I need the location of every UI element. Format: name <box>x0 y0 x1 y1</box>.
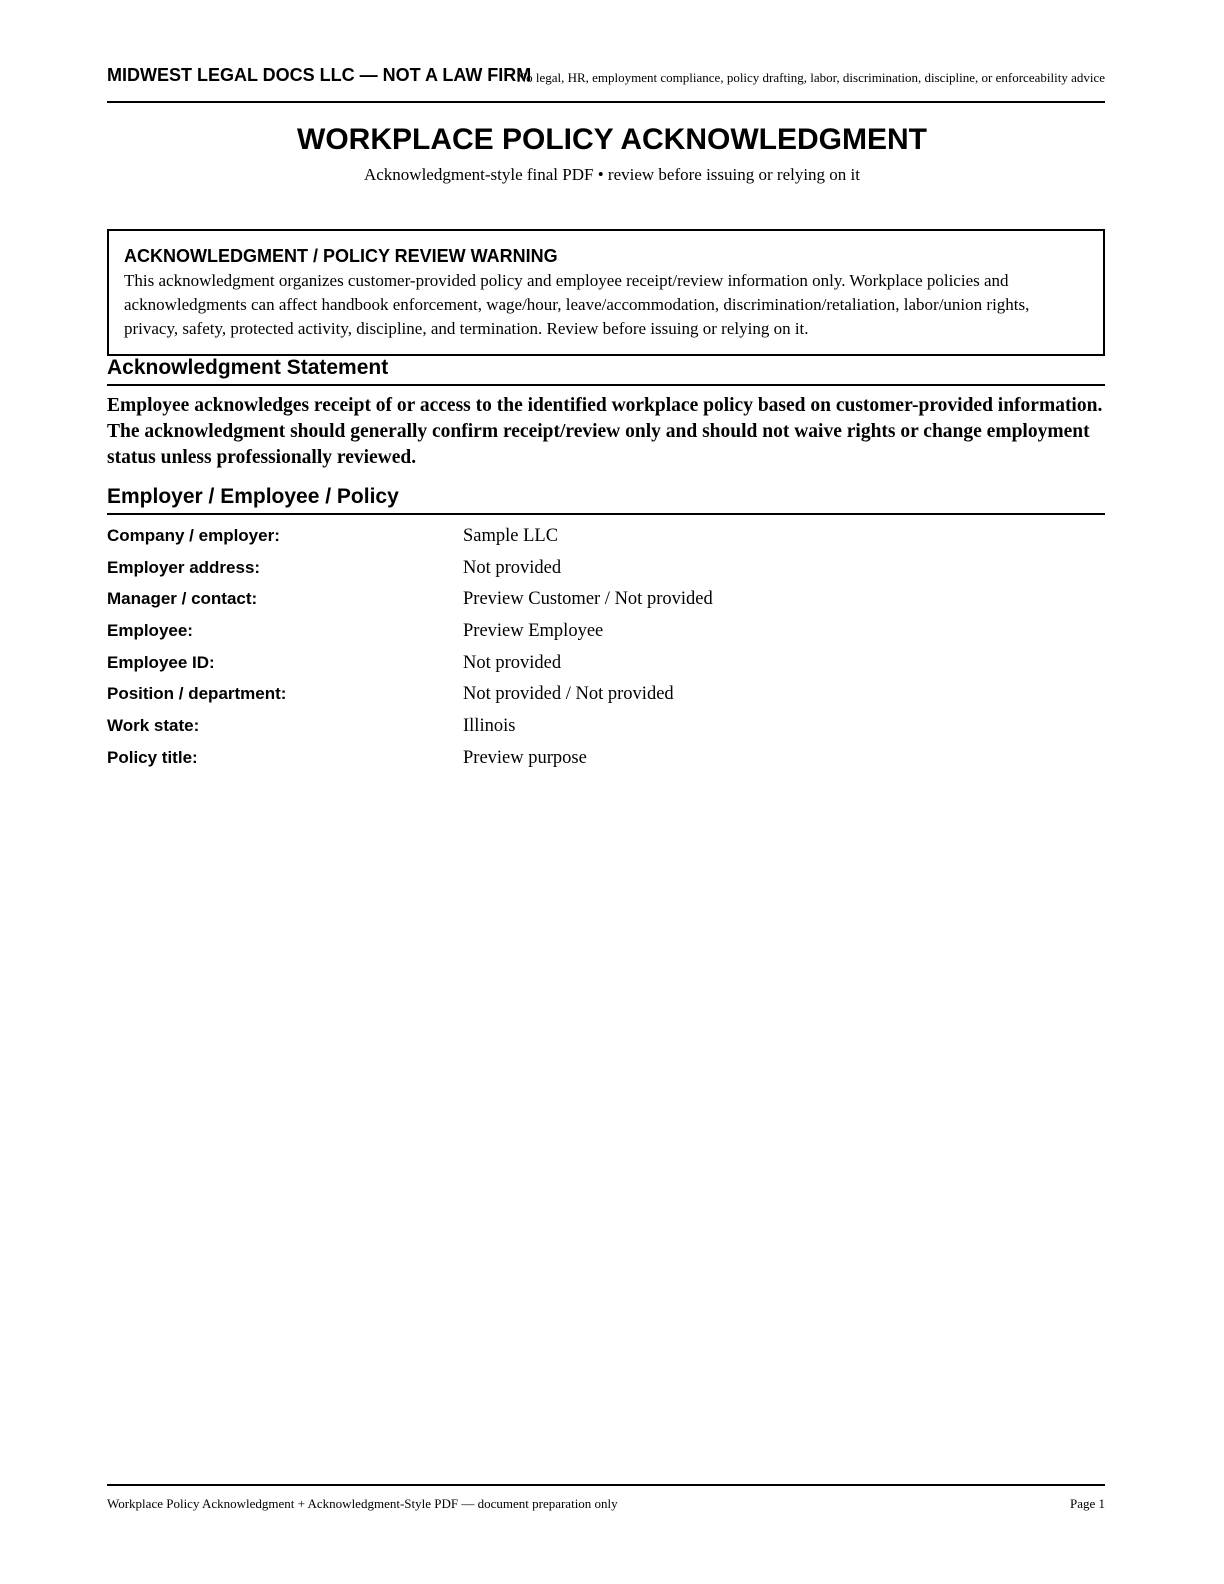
field-label: Company / employer: <box>107 526 280 545</box>
warning-title: ACKNOWLEDGMENT / POLICY REVIEW WARNING <box>124 246 558 266</box>
field-row-employee-id <box>107 652 1105 684</box>
field-row-manager-contact <box>107 588 1105 620</box>
document-title: WORKPLACE POLICY ACKNOWLEDGMENT <box>297 123 927 156</box>
header-divider <box>107 101 1105 103</box>
footer-document-label: Workplace Policy Acknowledgment + Acknowledgment-Style PDF — document preparation only <box>107 1496 618 1511</box>
field-value: Not provided <box>463 653 562 673</box>
field-value: Preview purpose <box>463 748 587 768</box>
field-row-position-department <box>107 683 1105 715</box>
acknowledgment-statement-text: Employee acknowledges receipt of or access to the identified workplace policy based on customer-provided information. The acknowledgment should generally confirm receipt/review only and should not waive rights or change employment status unless professionally reviewed. <box>107 395 1103 468</box>
field-row-company <box>107 525 1105 557</box>
field-label: Position / department: <box>107 684 287 703</box>
page-header-disclaimer: No legal, HR, employment compliance, policy drafting, labor, discrimination, discipline, or enforceability advice <box>516 70 1105 85</box>
field-label: Manager / contact: <box>107 589 258 608</box>
footer-divider <box>107 1484 1105 1486</box>
section-heading-employer-employee-policy: Employer / Employee / Policy <box>107 484 1105 515</box>
section-heading-acknowledgment-statement: Acknowledgment Statement <box>107 355 1105 386</box>
field-row-policy-title <box>107 747 1105 779</box>
field-label: Work state: <box>107 716 200 735</box>
field-row-employer-address <box>107 557 1105 589</box>
field-value: Not provided <box>463 558 562 578</box>
page-header-company: MIDWEST LEGAL DOCS LLC — NOT A LAW FIRM <box>107 65 532 85</box>
document-subtitle: Acknowledgment-style final PDF • review before issuing or relying on it <box>363 165 861 184</box>
field-value: Preview Customer / Not provided <box>463 589 713 609</box>
field-value: Preview Employee <box>463 621 604 641</box>
field-value: Sample LLC <box>463 526 559 546</box>
field-label: Employee: <box>107 621 193 640</box>
field-row-work-state <box>107 715 1105 747</box>
field-label: Employee ID: <box>107 653 215 672</box>
field-value: Illinois <box>463 716 516 736</box>
field-row-employee <box>107 620 1105 652</box>
field-label: Employer address: <box>107 558 261 577</box>
warning-body: This acknowledgment organizes customer-provided policy and employee receipt/review information only. Workplace policies and acknowledgments can affect handbook enforcement, wage/hour, leave/accommodation, discrimination/retaliation, labor/union rights, privacy, safety, protected activity, discipline, and termination. Review before issuing or relying on it. <box>124 271 1030 338</box>
footer-page-number: Page 1 <box>1069 1496 1105 1511</box>
warning-box <box>107 229 1105 356</box>
field-value: Not provided / Not provided <box>463 684 674 704</box>
field-label: Policy title: <box>107 748 198 767</box>
